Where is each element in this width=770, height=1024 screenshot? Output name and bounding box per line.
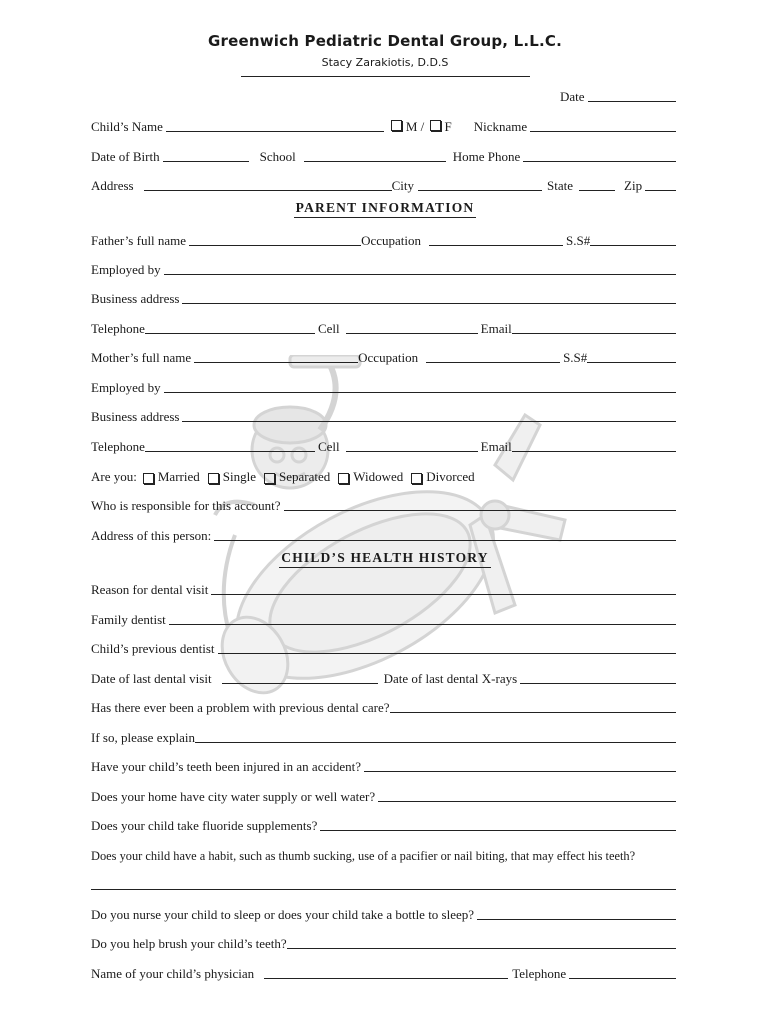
nickname-field[interactable]	[530, 131, 676, 132]
married-checkbox[interactable]	[143, 473, 154, 484]
mother-ss-label: S.S#	[563, 350, 588, 365]
father-ss-field[interactable]	[590, 245, 676, 246]
separated-label: Separated	[278, 469, 331, 484]
gender-options	[391, 120, 452, 134]
dob-field[interactable]	[163, 161, 249, 162]
family-dentist-field[interactable]	[169, 624, 676, 625]
child-name-row	[91, 116, 676, 134]
school-label: School	[259, 149, 296, 164]
water-row	[91, 786, 676, 804]
water-field[interactable]	[378, 801, 676, 802]
father-name-field[interactable]	[189, 245, 361, 246]
previous-dentist-field[interactable]	[218, 653, 677, 654]
health-history-heading: CHILD’S HEALTH HISTORY	[0, 550, 770, 568]
divorced-label: Divorced	[426, 469, 475, 484]
last-xrays-field[interactable]	[520, 683, 676, 684]
father-cell-field[interactable]	[346, 333, 478, 334]
father-business-label: Business address	[91, 291, 180, 306]
dob-row	[91, 146, 676, 164]
physician-telephone-label: Telephone	[512, 966, 567, 981]
problem-row	[91, 697, 676, 715]
mother-occupation-field[interactable]	[426, 362, 560, 363]
father-business-field[interactable]	[182, 303, 676, 304]
reason-field[interactable]	[211, 594, 676, 595]
explain-field[interactable]	[195, 742, 676, 743]
mother-email-field[interactable]	[512, 451, 676, 452]
mother-business-row	[91, 406, 676, 424]
physician-label: Name of your child’s physician	[91, 966, 255, 981]
fluoride-label: Does your child take fluoride supplements?	[91, 818, 318, 833]
header-divider	[241, 76, 530, 77]
father-email-label: Email	[480, 321, 512, 336]
injured-row	[91, 756, 676, 774]
marital-option-separated[interactable]	[264, 470, 330, 484]
mother-phone-row	[91, 436, 676, 454]
mother-business-field[interactable]	[182, 421, 676, 422]
responsible-field[interactable]	[284, 510, 676, 511]
habit-answer-row	[91, 874, 676, 892]
father-business-row	[91, 288, 676, 306]
home-phone-field[interactable]	[523, 161, 676, 162]
brush-field[interactable]	[287, 948, 676, 949]
explain-label: If so, please explain	[91, 730, 195, 745]
school-field[interactable]	[304, 161, 446, 162]
previous-dentist-label: Child’s previous dentist	[91, 641, 215, 656]
father-name-label: Father’s full name	[91, 233, 187, 248]
mother-employer-field[interactable]	[164, 392, 676, 393]
mother-telephone-field[interactable]	[145, 451, 315, 452]
mother-employer-label: Employed by	[91, 380, 161, 395]
mother-ss-field[interactable]	[587, 362, 676, 363]
last-visit-row	[91, 668, 676, 686]
state-field[interactable]	[579, 190, 615, 191]
physician-row	[91, 963, 676, 981]
father-email-field[interactable]	[512, 333, 676, 334]
habit-row	[91, 845, 676, 863]
last-xrays-label: Date of last dental X-rays	[383, 671, 518, 686]
family-dentist-label: Family dentist	[91, 612, 166, 627]
problem-label: Has there ever been a problem with previous dental care?	[91, 700, 390, 715]
responsible-row	[91, 495, 676, 513]
mother-name-field[interactable]	[194, 362, 358, 363]
marital-label: Are you:	[91, 469, 137, 484]
last-visit-field[interactable]	[222, 683, 378, 684]
mother-name-row	[91, 347, 676, 365]
widowed-label: Widowed	[353, 469, 404, 484]
nurse-field[interactable]	[477, 919, 676, 920]
mother-occupation-label: Occupation	[358, 350, 419, 365]
divorced-checkbox[interactable]	[411, 473, 422, 484]
responsible-address-row	[91, 525, 676, 543]
married-label: Married	[157, 469, 200, 484]
explain-row	[91, 727, 676, 745]
mother-email-label: Email	[480, 439, 512, 454]
mother-business-label: Business address	[91, 409, 180, 424]
date-row	[560, 86, 676, 104]
father-ss-label: S.S#	[566, 233, 591, 248]
injured-label: Have your child’s teeth been injured in an accident?	[91, 759, 362, 774]
date-label: Date	[560, 89, 585, 104]
father-employer-row	[91, 259, 676, 277]
separated-checkbox[interactable]	[264, 473, 275, 484]
nurse-row	[91, 904, 676, 922]
brush-row	[91, 933, 676, 951]
marital-option-single[interactable]	[208, 470, 256, 484]
father-name-row	[91, 230, 676, 248]
mother-cell-field[interactable]	[346, 451, 478, 452]
fluoride-field[interactable]	[320, 830, 676, 831]
nurse-label: Do you nurse your child to sleep or does your child take a bottle to sleep?	[91, 907, 475, 922]
father-occupation-field[interactable]	[429, 245, 563, 246]
mother-name-label: Mother’s full name	[91, 350, 192, 365]
responsible-address-label: Address of this person:	[91, 528, 212, 543]
father-telephone-label: Telephone	[91, 321, 145, 336]
city-label: City	[391, 178, 415, 193]
home-phone-label: Home Phone	[452, 149, 521, 164]
reason-row	[91, 579, 676, 597]
gender-f-checkbox[interactable]	[430, 120, 441, 131]
father-cell-label: Cell	[317, 321, 340, 336]
father-phone-row	[91, 318, 676, 336]
state-label: State	[547, 178, 574, 193]
date-field[interactable]	[588, 101, 676, 102]
doctor-name: Stacy Zarakiotis, D.D.S	[321, 56, 449, 69]
child-name-label: Child’s Name	[91, 119, 163, 134]
practice-name: Greenwich Pediatric Dental Group, L.L.C.	[207, 32, 563, 50]
physician-field[interactable]	[264, 978, 508, 979]
address-field[interactable]	[144, 190, 392, 191]
dob-label: Date of Birth	[91, 149, 160, 164]
habit-answer-field[interactable]	[91, 889, 676, 890]
mother-telephone-label: Telephone	[91, 439, 145, 454]
parent-info-heading: PARENT INFORMATION	[0, 200, 770, 218]
widowed-checkbox[interactable]	[338, 473, 349, 484]
zip-label: Zip	[624, 178, 643, 193]
father-employer-label: Employed by	[91, 262, 161, 277]
nickname-label: Nickname	[473, 119, 528, 134]
responsible-label: Who is responsible for this account?	[91, 498, 281, 513]
father-occupation-label: Occupation	[361, 233, 421, 248]
brush-label: Do you help brush your child’s teeth?	[91, 936, 287, 951]
mother-employer-row	[91, 377, 676, 395]
address-row	[91, 175, 676, 193]
gender-f-label: F	[444, 119, 452, 134]
habit-label: Does your child have a habit, such as thumb sucking, use of a pacifier or nail biting, that may effect his teeth?	[91, 849, 636, 863]
marital-option-divorced[interactable]	[411, 470, 474, 484]
child-name-field[interactable]	[166, 131, 384, 132]
gender-m-checkbox[interactable]	[391, 120, 402, 131]
previous-dentist-row	[91, 638, 676, 656]
water-label: Does your home have city water supply or well water?	[91, 789, 376, 804]
city-field[interactable]	[418, 190, 542, 191]
responsible-address-field[interactable]	[214, 540, 676, 541]
last-visit-label: Date of last dental visit	[91, 671, 212, 686]
father-employer-field[interactable]	[164, 274, 676, 275]
marital-row	[91, 466, 676, 484]
single-label: Single	[222, 469, 256, 484]
fluoride-row	[91, 815, 676, 833]
zip-field[interactable]	[645, 190, 676, 191]
problem-field[interactable]	[390, 712, 676, 713]
marital-option-widowed[interactable]	[338, 470, 403, 484]
address-label: Address	[91, 178, 134, 193]
physician-telephone-field[interactable]	[569, 978, 676, 979]
marital-option-married[interactable]	[143, 470, 200, 484]
father-telephone-field[interactable]	[145, 333, 315, 334]
gender-m-label: M /	[405, 119, 425, 134]
reason-label: Reason for dental visit	[91, 582, 209, 597]
single-checkbox[interactable]	[208, 473, 219, 484]
mother-cell-label: Cell	[317, 439, 340, 454]
family-dentist-row	[91, 609, 676, 627]
injured-field[interactable]	[364, 771, 676, 772]
